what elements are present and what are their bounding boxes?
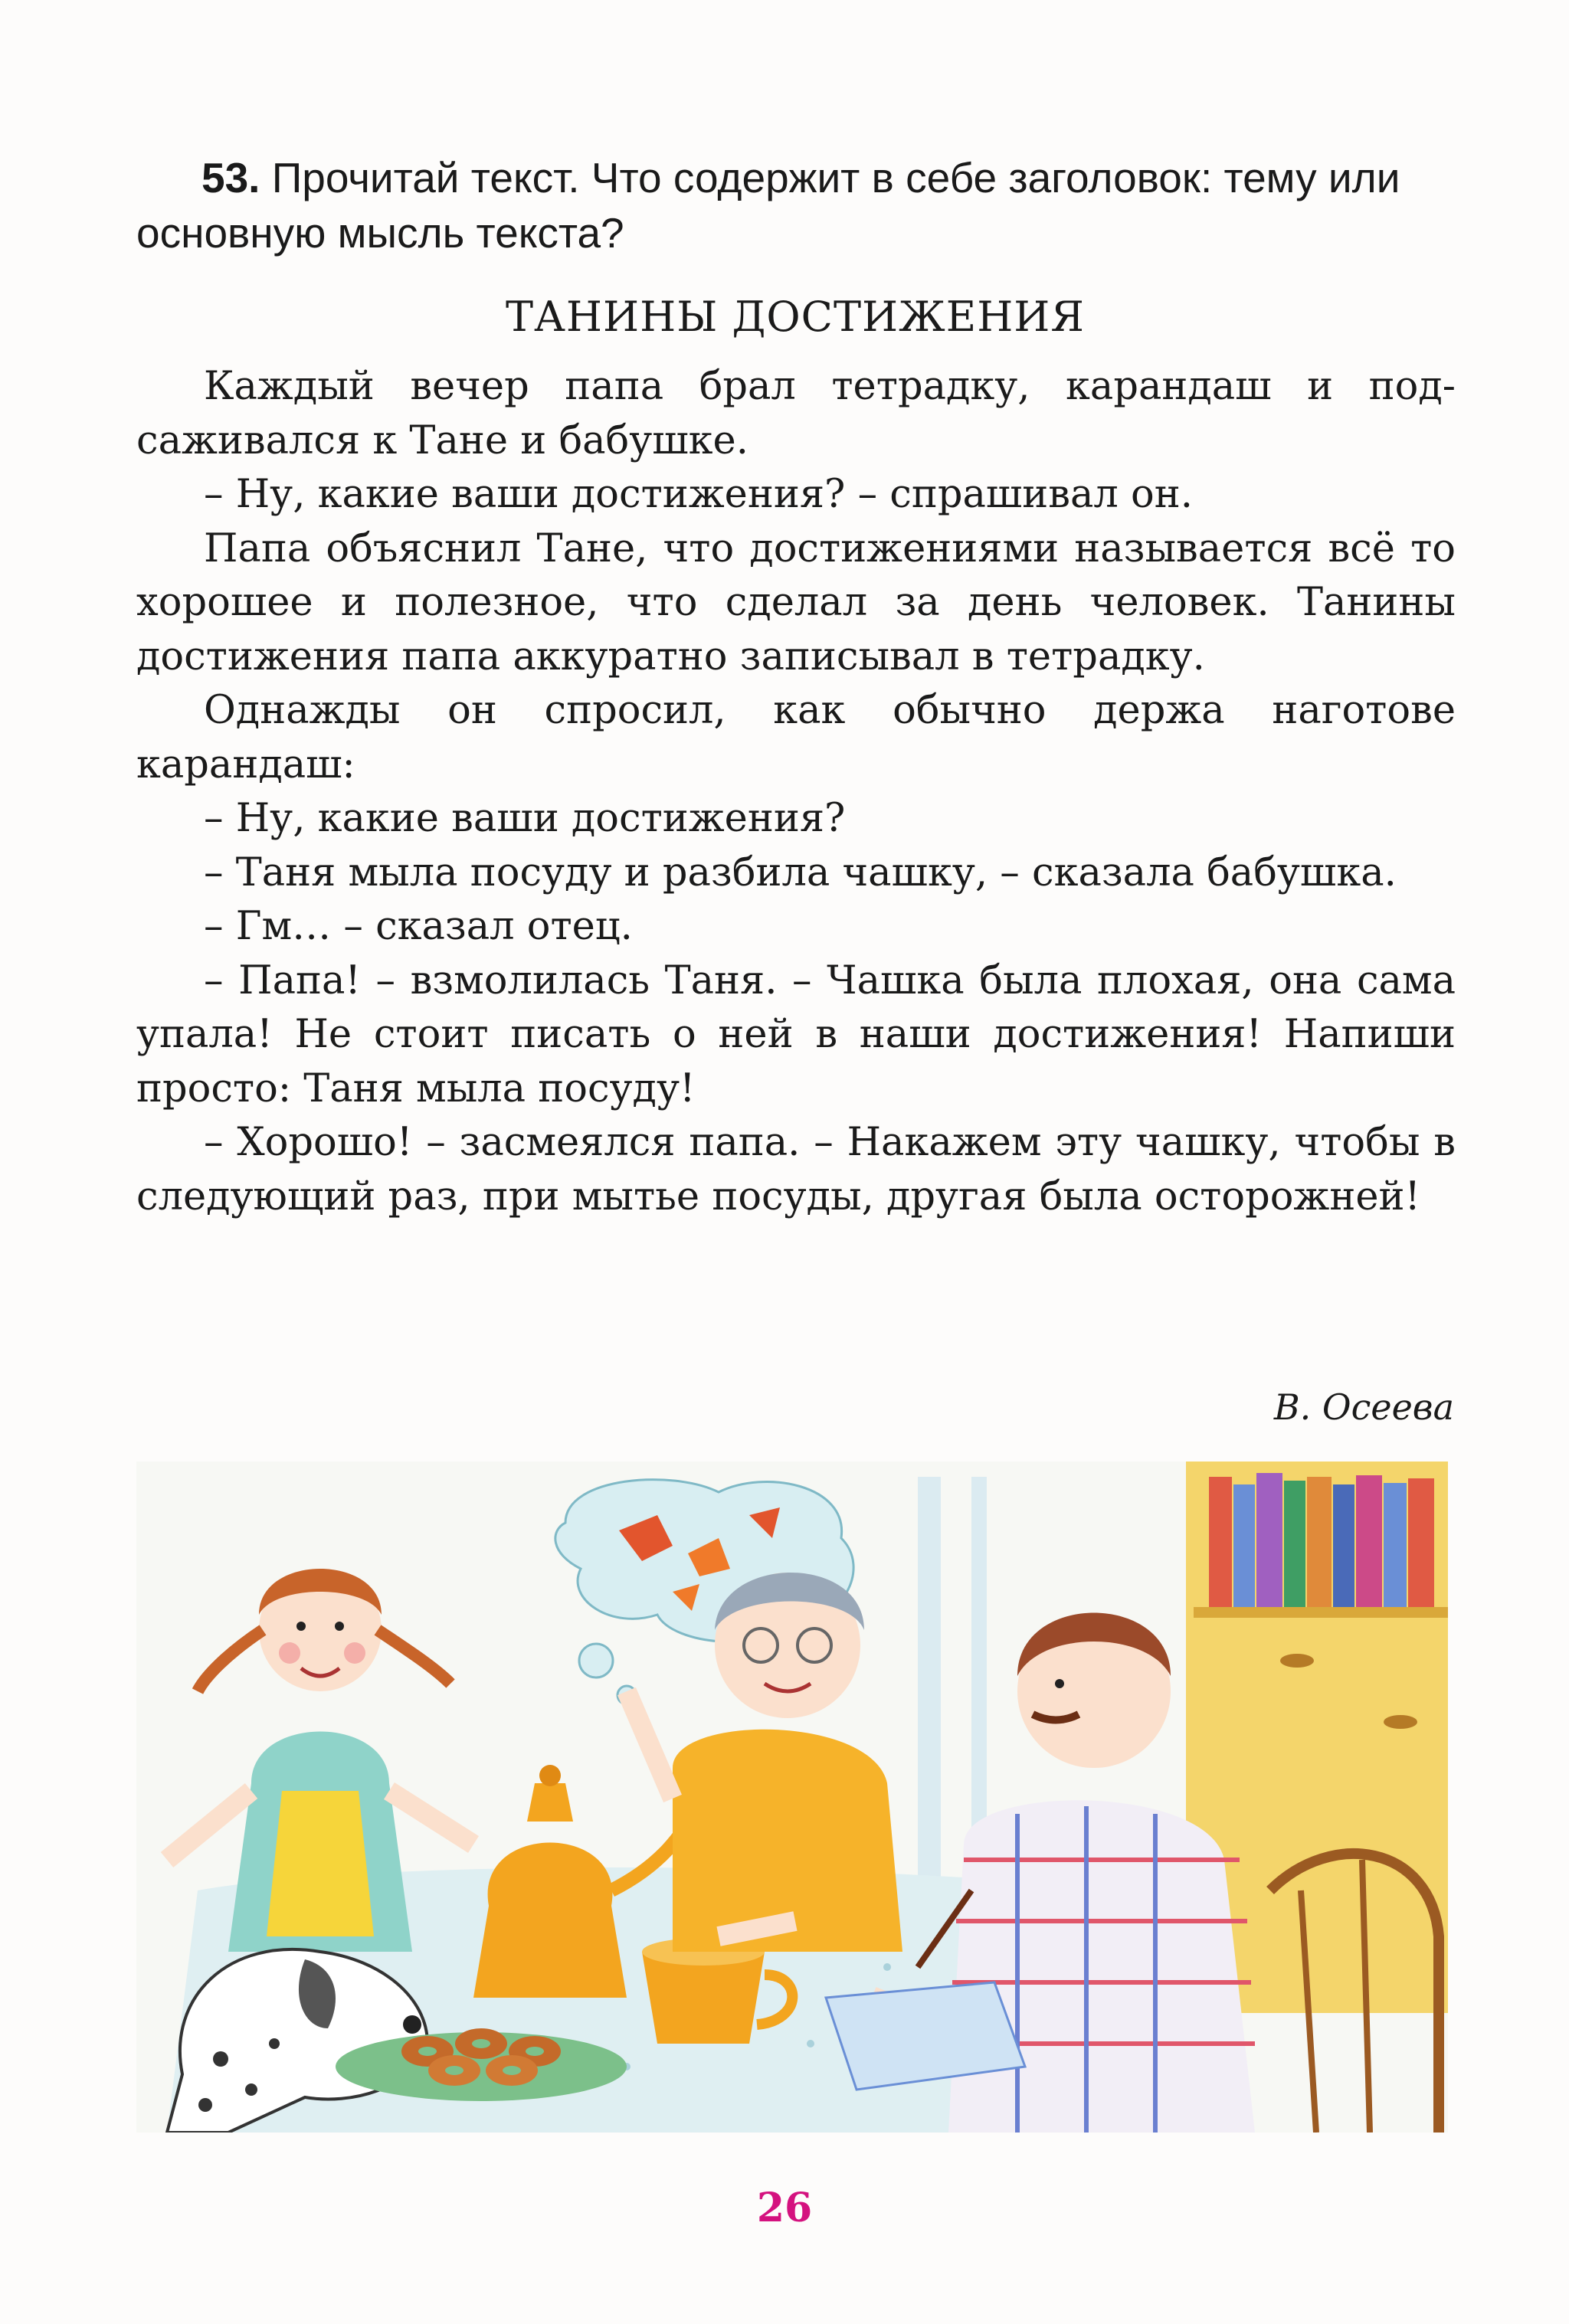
- exercise-question-line1: Прочитай текст. Что содержит в себе заголовок: тему или: [271, 154, 1400, 201]
- exercise-text: [136, 150, 1454, 205]
- exercise-number: 53.: [201, 154, 260, 201]
- story-illustration: [136, 1462, 1448, 2133]
- story-title: ТАНИНЫ ДОСТИЖЕНИЯ: [506, 293, 1085, 341]
- story-paragraph: – Ну, какие ваши достижения? – спрашивал он.: [204, 472, 1193, 517]
- story-paragraph: – Ну, какие ваши достижения?: [204, 796, 846, 841]
- story-paragraph: Каждый вечер папа брал тетрадку, карандаш и подсаживался к Тане и бабушке.: [136, 364, 1456, 463]
- exercise-task: [136, 150, 1454, 260]
- story-paragraph: Однажды он спросил, как обычно держа наготове карандаш:: [136, 688, 1456, 787]
- exercise-question-line2: основную мысль текста?: [136, 209, 624, 257]
- story-paragraph: – Хорошо! – засмеялся папа. – Накажем эту чашку, чтобы в следующий раз, при мытье посуды, другая была осторожней!: [136, 1120, 1456, 1219]
- story-paragraph: Папа объяснил Тане, что достижениями называется всё то хорошее и полезное, что сделал за день человек. Танины достижения папа аккуратно записывал в тетрадку.: [136, 525, 1456, 679]
- page-number: 26: [756, 2185, 813, 2231]
- story-text: [136, 360, 1456, 1224]
- story-paragraph: – Гм… – сказал отец.: [204, 904, 633, 949]
- story-paragraph: – Таня мыла посуду и разбила чашку, – сказала бабушка.: [204, 849, 1397, 895]
- story-paragraph: – Папа! – взмолилась Таня. – Чашка была плохая, она сама упала! Не стоит писать о ней в наши достижения! Напиши просто: Таня мыла посуду!: [136, 957, 1456, 1111]
- story-author: В. Осеева: [1273, 1386, 1454, 1428]
